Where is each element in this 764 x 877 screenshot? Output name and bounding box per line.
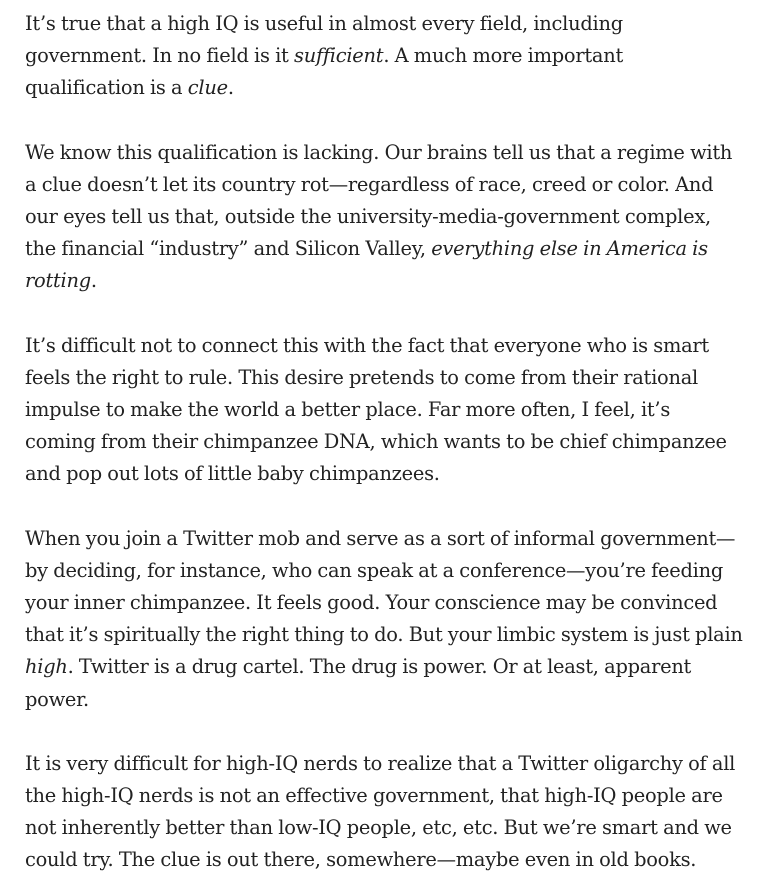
paragraph-text: . Twitter is a drug cartel. The drug is power. Or at least, apparent power. (25, 655, 692, 711)
paragraph-text: It’s difficult not to connect this with the fact that everyone who is smart feels the right to rule. This desire pretends to come from their rational impulse to make the world a better place. Far more often, I feel, it’s coming from their chimpanzee DNA, which wants to be chief chimpanzee and pop out lots of little baby chimpanzees. (25, 333, 727, 486)
paragraph-text: . (90, 269, 97, 293)
emphasis-text: clue (187, 76, 228, 100)
emphasis-text: high (25, 655, 68, 679)
paragraph (25, 8, 744, 105)
paragraph (25, 330, 744, 491)
paragraph (25, 137, 744, 298)
emphasis-text: everything else in America is rotting (25, 237, 708, 293)
emphasis-text: sufficient (294, 44, 384, 68)
paragraph-text: It’s true that a high IQ is useful in almost every field, including government. In no field is it (25, 12, 623, 68)
paragraph-text: It is very difficult for high-IQ nerds to realize that a Twitter oligarchy of all the high-IQ nerds is not an effective government, that high-IQ people are not inherently better than low-IQ people, etc, etc. But we’re smart and we could try. The clue is out there, somewhere—maybe even in old books. (25, 751, 736, 872)
paragraph-text: . (227, 76, 234, 100)
paragraph-text: We know this qualification is lacking. Our brains tell us that a regime with a clue doesn’t let its country rot—regardless of race, creed or color. And our eyes tell us that, outside the university-media-government complex, the financial “industry” and Silicon Valley, (25, 140, 733, 261)
paragraph (25, 748, 744, 877)
paragraph-text: When you join a Twitter mob and serve as a sort of informal government—by deciding, for instance, who can speak at a conference—you’re feeding your inner chimpanzee. It feels good. Your conscience may be convinced that it’s spiritually the right thing to do. But your limbic system is just plain (25, 526, 743, 647)
paragraph (25, 523, 744, 716)
paragraph-text: . A much more important qualification is a (25, 44, 623, 100)
